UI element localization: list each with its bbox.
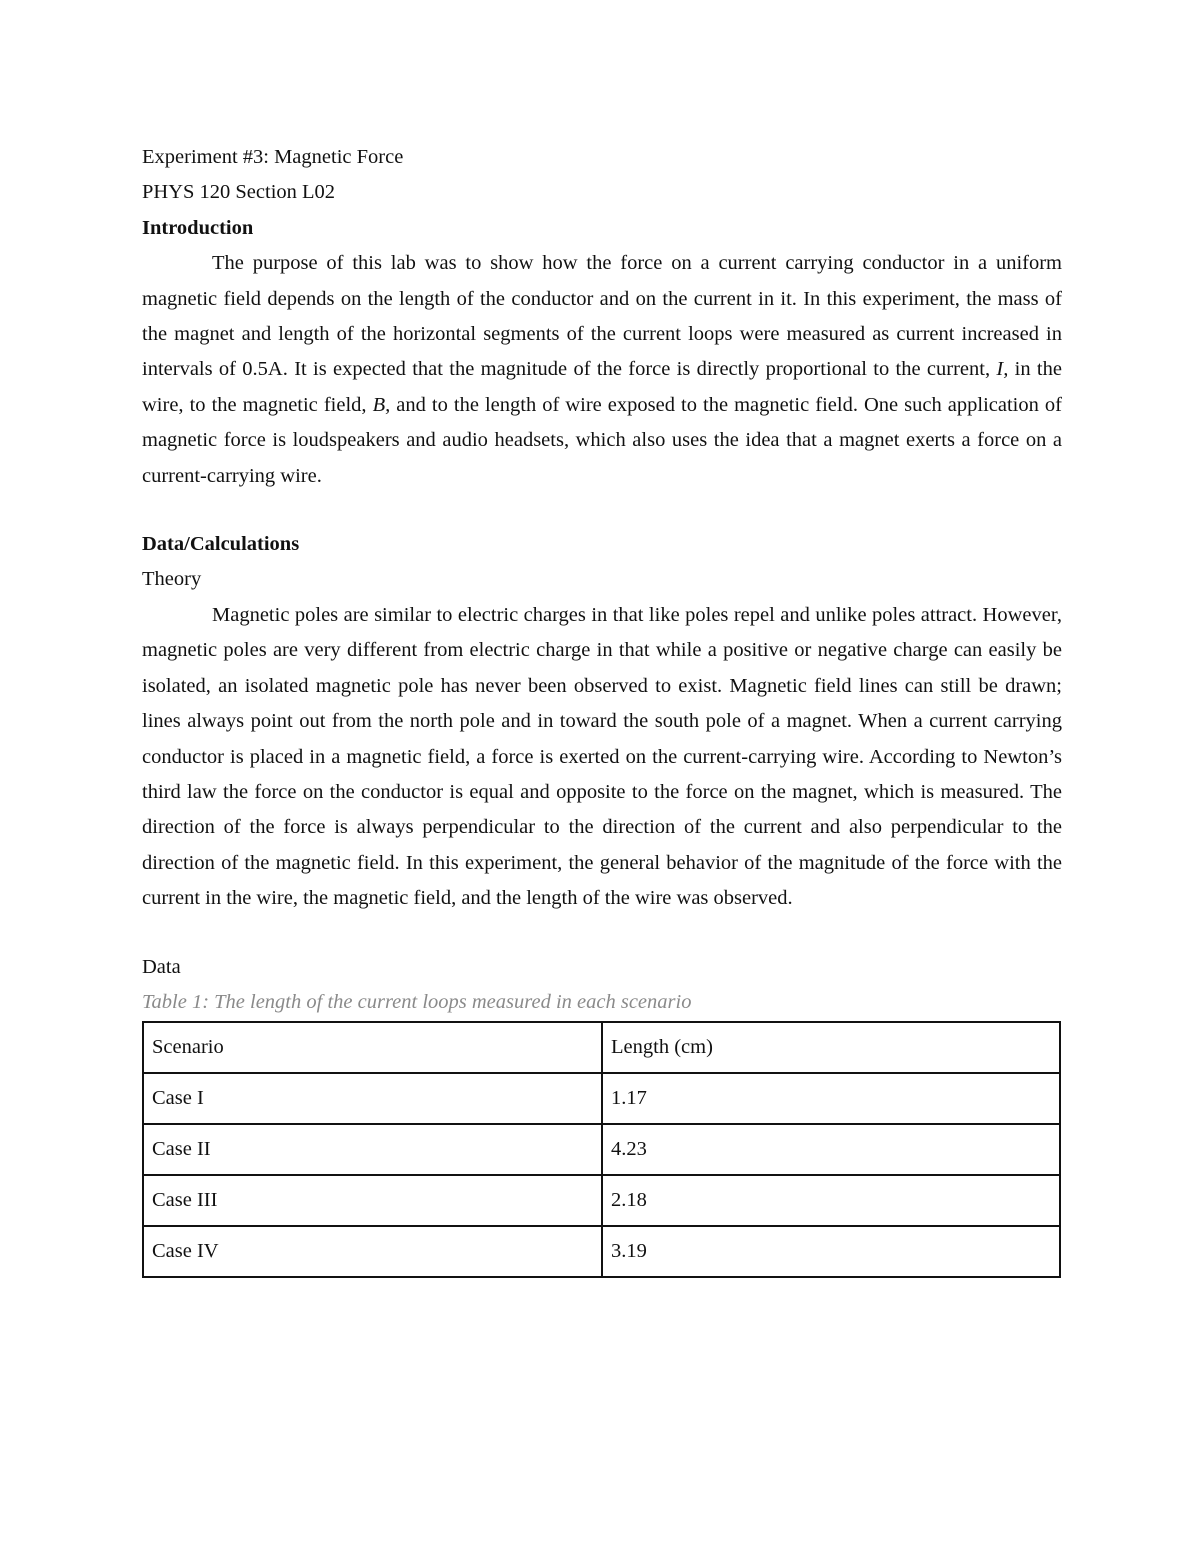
length-cell: 1.17 bbox=[602, 1073, 1060, 1124]
introduction-paragraph bbox=[142, 246, 1062, 494]
data-heading: Data bbox=[142, 955, 181, 978]
header-cell-scenario: Scenario bbox=[143, 1022, 602, 1073]
scenario-cell: Case III bbox=[143, 1175, 602, 1226]
table-caption: Table 1: The length of the current loops measured in each scenario bbox=[142, 990, 692, 1013]
table-row bbox=[143, 1124, 1060, 1175]
header-cell-length: Length (cm) bbox=[602, 1022, 1060, 1073]
intro-text-1: The purpose of this lab was to show how the force on a current carrying conductor in a uniform magnetic field depends on the length of the conductor and on the current in it. In this experiment, the mass of the magnet and length of the horizontal segments of the current loops were measured as current increased in intervals of 0.5A. It is expected that the magnitude of the force is directly proportional to the current, bbox=[142, 252, 1062, 381]
intro-var-current: I, bbox=[996, 358, 1009, 381]
loop-length-table bbox=[142, 1021, 1061, 1278]
length-cell: 2.18 bbox=[602, 1175, 1060, 1226]
section-spacer bbox=[142, 917, 1062, 950]
table-row bbox=[143, 1226, 1060, 1277]
scenario-cell: Case I bbox=[143, 1073, 602, 1124]
document-title: Experiment #3: Magnetic Force bbox=[142, 146, 404, 168]
scenario-cell: Case II bbox=[143, 1124, 602, 1175]
table-row bbox=[143, 1073, 1060, 1124]
document-page bbox=[142, 140, 1062, 1278]
length-cell: 3.19 bbox=[602, 1226, 1060, 1277]
theory-paragraph: Magnetic poles are similar to electric charges in that like poles repel and unlike poles attract. However, magnetic poles are very different from electric charge in that while a positive or negative charge can easily be isolated, an isolated magnetic pole has never been observed to exist. Magnetic field lines can still be drawn; lines always point out from the north pole and in toward the south pole of a magnet. When a current carrying conductor is placed in a magnetic field, a force is exerted on the current-carrying wire. According to Newton’s third law the force on the conductor is equal and opposite to the force on the magnet, which is measured. The direction of the force is always perpendicular to the direction of the current and also perpendicular to the direction of the magnetic field. In this experiment, the general behavior of the magnitude of the force with the current in the wire, the magnetic field, and the length of the wire was observed. bbox=[142, 603, 1062, 910]
intro-text-2: in the wire, to the magnetic field, bbox=[142, 358, 1062, 416]
scenario-cell: Case IV bbox=[143, 1226, 602, 1277]
data-calculations-heading: Data/Calculations bbox=[142, 533, 300, 556]
length-cell: 4.23 bbox=[602, 1124, 1060, 1175]
table-row bbox=[143, 1175, 1060, 1226]
theory-heading: Theory bbox=[142, 568, 202, 591]
introduction-heading: Introduction bbox=[142, 216, 254, 239]
section-spacer bbox=[142, 494, 1062, 527]
intro-text-3: and to the length of wire exposed to the magnetic field. One such application of magnetic force is loudspeakers and audio headsets, which also uses the idea that a magnet exerts a force on a current-carrying wire. bbox=[142, 393, 1062, 487]
table-header-row bbox=[143, 1022, 1060, 1073]
course-section: PHYS 120 Section L02 bbox=[142, 181, 336, 204]
intro-var-field: B, bbox=[372, 393, 391, 416]
